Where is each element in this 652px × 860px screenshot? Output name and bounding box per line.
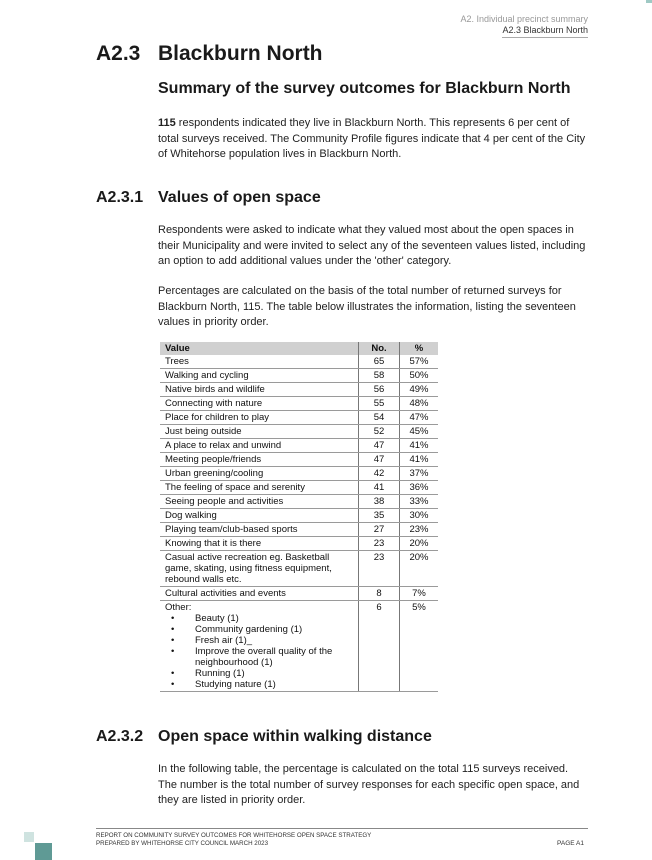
footer-report-title: REPORT ON COMMUNITY SURVEY OUTCOMES FOR WHITEHORSE OPEN SPACE STRATEGY: [96, 832, 372, 839]
value-cell: Meeting people/friends: [160, 453, 359, 467]
table-header-row: [160, 342, 438, 355]
no-cell: 8: [359, 587, 400, 601]
list-item: • Improve the overall quality of the neighbourhood (1): [195, 646, 353, 668]
no-cell: 41: [359, 481, 400, 495]
no-cell: 23: [359, 551, 400, 587]
table-row: [160, 383, 438, 397]
no-cell: 65: [359, 355, 400, 369]
table-row: [160, 481, 438, 495]
intro-text: respondents indicated they live in Blackburn North. This represents 6 per cent of total surveys received. The Community Profile figures indicate that 4 per cent of the City of Whitehorse population lives in Blackburn North.: [158, 117, 586, 160]
pct-cell: 45%: [400, 425, 439, 439]
value-cell: Connecting with nature: [160, 397, 359, 411]
other-pct: 5%: [400, 601, 439, 692]
no-cell: 52: [359, 425, 400, 439]
value-cell: Walking and cycling: [160, 369, 359, 383]
value-cell: A place to relax and unwind: [160, 439, 359, 453]
value-cell: Native birds and wildlife: [160, 383, 359, 397]
value-cell: Seeing people and activities: [160, 495, 359, 509]
value-cell: Dog walking: [160, 509, 359, 523]
running-header-subsection: A2.3 Blackburn North: [502, 25, 588, 38]
corner-accent: [646, 0, 652, 3]
header-pct: %: [400, 342, 439, 355]
value-cell: Urban greening/cooling: [160, 467, 359, 481]
no-cell: 23: [359, 537, 400, 551]
values-table: [160, 342, 438, 692]
list-item: • Running (1): [195, 668, 353, 679]
value-cell: Playing team/club-based sports: [160, 523, 359, 537]
pct-cell: 49%: [400, 383, 439, 397]
section-number: A2.3.2: [96, 728, 144, 745]
respondent-count: 115: [158, 117, 176, 129]
footer-prepared-by: PREPARED BY WHITEHORSE CITY COUNCIL MARCH 2023: [96, 839, 269, 847]
running-header-section: A2. Individual precinct summary: [460, 14, 588, 24]
summary-title: Summary of the survey outcomes for Blackburn North: [158, 80, 571, 97]
pct-cell: 20%: [400, 551, 439, 587]
table-row-other: [160, 601, 438, 692]
no-cell: 47: [359, 439, 400, 453]
value-cell: The feeling of space and serenity: [160, 481, 359, 495]
table-row: [160, 467, 438, 481]
no-cell: 56: [359, 383, 400, 397]
table-row: [160, 425, 438, 439]
no-cell: 55: [359, 397, 400, 411]
no-cell: 47: [359, 453, 400, 467]
table-row: [160, 411, 438, 425]
table-row: [160, 439, 438, 453]
values-paragraph-1: Respondents were asked to indicate what they valued most about the open spaces in their Municipality and were invited to select any of the seventeen values listed, including an option to add additional values under the 'other' category.: [158, 224, 586, 267]
values-paragraph-2: Percentages are calculated on the basis of the total number of returned surveys for Blackburn North, 115. The table below illustrates the information, listing the seventeen values in priority order.: [158, 285, 576, 328]
heading-number: A2.3: [96, 42, 141, 65]
pct-cell: 30%: [400, 509, 439, 523]
intro-paragraph: [158, 116, 588, 163]
table-row: [160, 587, 438, 601]
section-number: A2.3.1: [96, 189, 144, 206]
list-item: • Studying nature (1): [195, 679, 353, 690]
header-value: Value: [160, 342, 359, 355]
page-heading: [96, 42, 323, 66]
pct-cell: 41%: [400, 453, 439, 467]
section-title: Open space within walking distance: [158, 728, 432, 745]
walking-paragraph: In the following table, the percentage is calculated on the total 115 surveys received. The number is the total number of survey responses for each specific open space, and they are listed in priority order.: [158, 763, 580, 806]
pct-cell: 23%: [400, 523, 439, 537]
pct-cell: 33%: [400, 495, 439, 509]
value-cell: Place for children to play: [160, 411, 359, 425]
footer-text: [96, 832, 371, 847]
value-cell: Casual active recreation eg. Basketball game, skating, using fitness equipment, rebound walls etc.: [160, 551, 359, 587]
table-row: [160, 453, 438, 467]
heading-title: Blackburn North: [158, 42, 323, 65]
no-cell: 35: [359, 509, 400, 523]
value-cell: Just being outside: [160, 425, 359, 439]
no-cell: 42: [359, 467, 400, 481]
table-row: [160, 537, 438, 551]
table-row: [160, 551, 438, 587]
section-heading-values: [96, 189, 321, 207]
footer-divider: [96, 828, 588, 829]
list-item: • Beauty (1): [195, 613, 353, 624]
no-cell: 38: [359, 495, 400, 509]
footer-decor-square-dark: [35, 843, 52, 860]
footer-decor-square-light: [24, 832, 34, 842]
pct-cell: 37%: [400, 467, 439, 481]
header-no: No.: [359, 342, 400, 355]
no-cell: 27: [359, 523, 400, 537]
no-cell: 58: [359, 369, 400, 383]
list-item: • Community gardening (1): [195, 624, 353, 635]
other-cell: [160, 601, 359, 692]
section-heading-walking: [96, 728, 432, 746]
pct-cell: 20%: [400, 537, 439, 551]
table-row: [160, 355, 438, 369]
pct-cell: 57%: [400, 355, 439, 369]
table-row: [160, 523, 438, 537]
pct-cell: 41%: [400, 439, 439, 453]
running-header: [460, 14, 588, 38]
pct-cell: 47%: [400, 411, 439, 425]
page-number: PAGE A1: [557, 840, 584, 847]
other-label: Other:: [165, 602, 192, 613]
list-item: • Fresh air (1)_: [195, 635, 353, 646]
table-row: [160, 397, 438, 411]
pct-cell: 48%: [400, 397, 439, 411]
pct-cell: 36%: [400, 481, 439, 495]
table-row: [160, 509, 438, 523]
no-cell: 54: [359, 411, 400, 425]
pct-cell: 50%: [400, 369, 439, 383]
value-cell: Cultural activities and events: [160, 587, 359, 601]
value-cell: Trees: [160, 355, 359, 369]
other-no: 6: [359, 601, 400, 692]
value-cell: Knowing that it is there: [160, 537, 359, 551]
pct-cell: 7%: [400, 587, 439, 601]
other-list: [165, 613, 353, 690]
table-row: [160, 369, 438, 383]
table-row: [160, 495, 438, 509]
section-title: Values of open space: [158, 189, 321, 206]
